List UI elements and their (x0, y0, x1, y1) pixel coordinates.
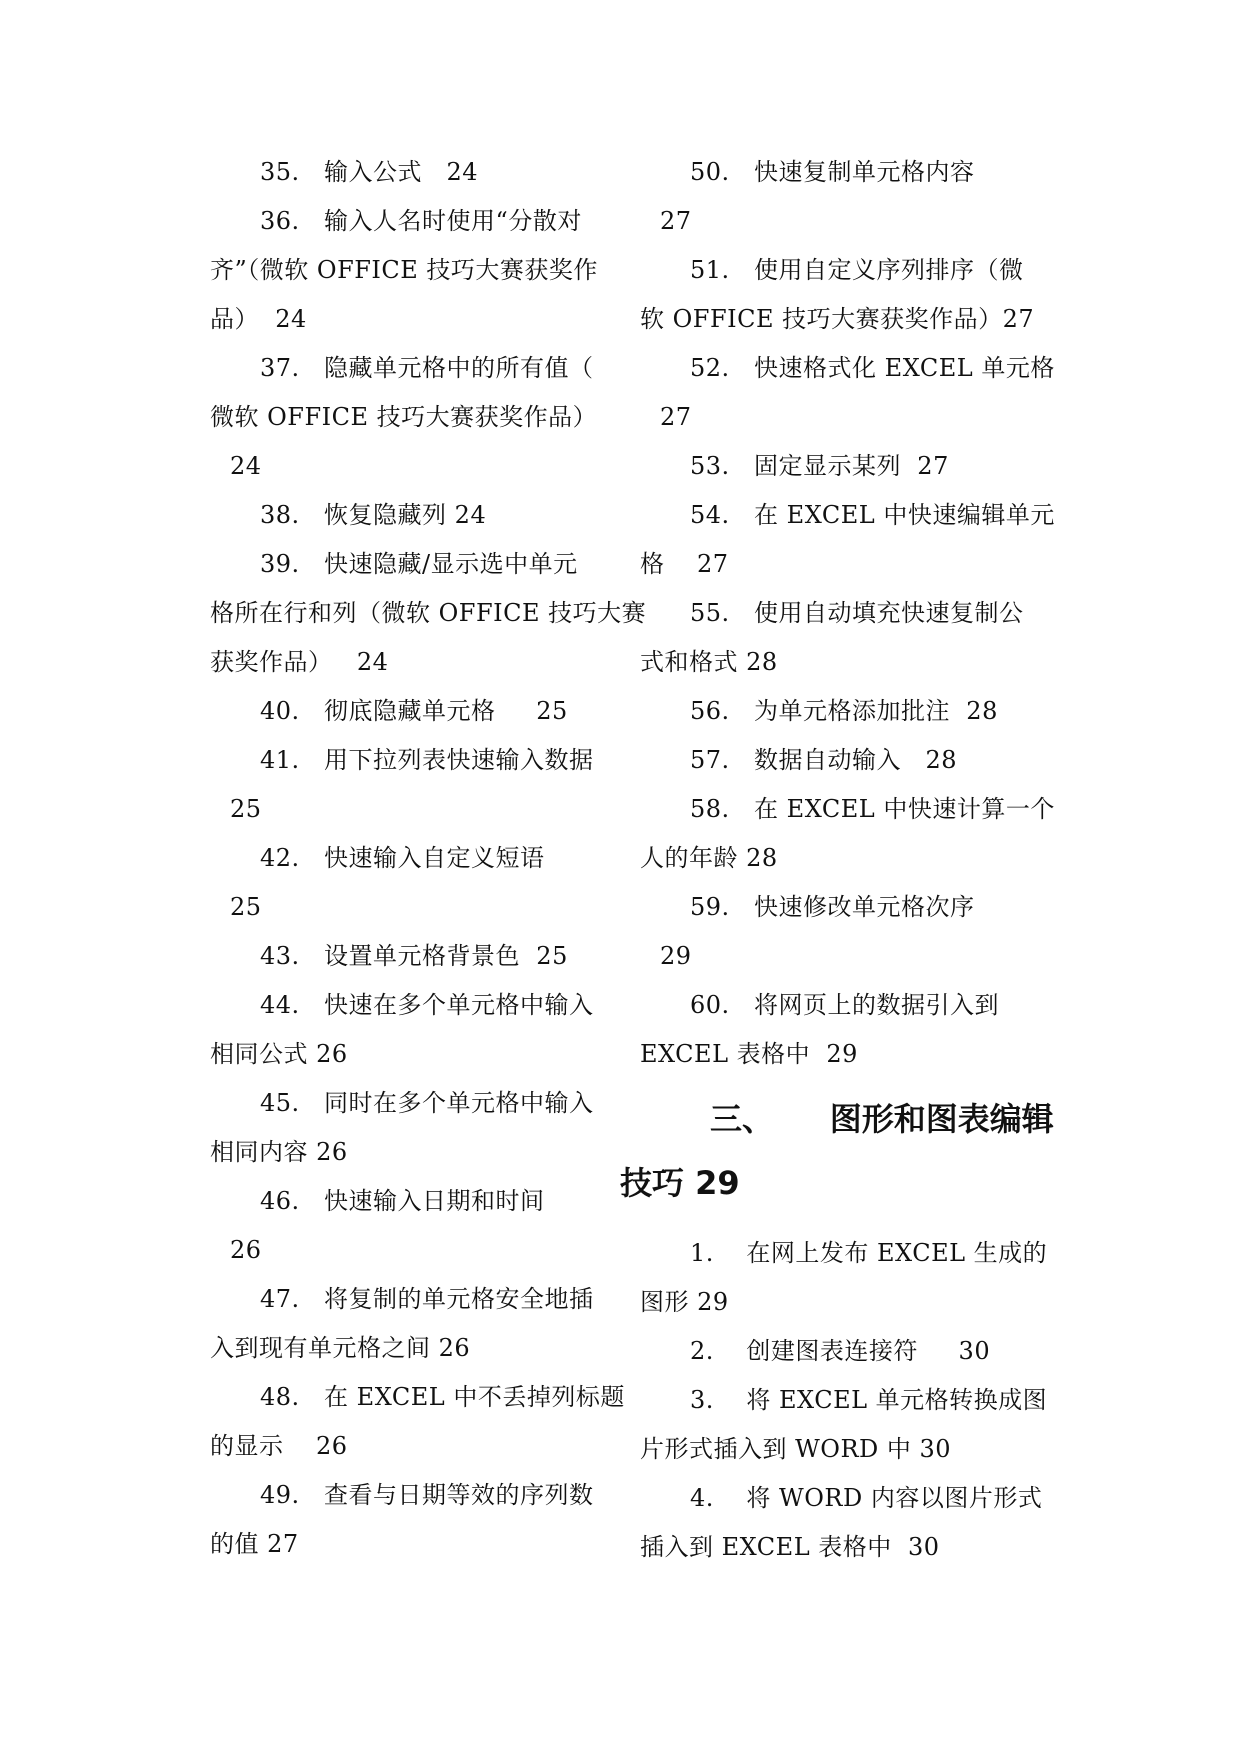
toc-line: 品） 24 (210, 305, 307, 333)
toc-line: 29 (660, 942, 692, 970)
toc-line: 55. 使用自动填充快速复制公 (690, 599, 1024, 627)
toc-line: 58. 在 EXCEL 中快速计算一个 (690, 795, 1055, 823)
toc-line: 47. 将复制的单元格安全地插 (260, 1285, 594, 1313)
toc-line: 27 (660, 207, 692, 235)
toc-line: 24 (230, 452, 262, 480)
toc-line: 45. 同时在多个单元格中输入 (260, 1089, 594, 1117)
toc-line: 56. 为单元格添加批注 28 (690, 697, 998, 725)
toc-line: 53. 固定显示某列 27 (690, 452, 949, 480)
toc-line: 式和格式 28 (640, 648, 778, 676)
toc-line: 图形 29 (640, 1288, 729, 1316)
toc-line: 41. 用下拉列表快速输入数据 (260, 746, 594, 774)
toc-line: 2. 创建图表连接符 30 (690, 1337, 991, 1365)
toc-line: 38. 恢复隐藏列 24 (260, 501, 487, 529)
toc-line: 27 (660, 403, 692, 431)
toc-line: 25 (230, 893, 262, 921)
toc-line: 37. 隐藏单元格中的所有值（ (260, 354, 594, 382)
toc-line: 26 (230, 1236, 262, 1264)
toc-line: 获奖作品） 24 (210, 648, 389, 676)
toc-line: 入到现有单元格之间 26 (210, 1334, 471, 1362)
toc-line: 3. 将 EXCEL 单元格转换成图 (690, 1386, 1048, 1414)
toc-line: 60. 将网页上的数据引入到 (690, 991, 1000, 1019)
toc-line: 48. 在 EXCEL 中不丢掉列标题 (260, 1383, 625, 1411)
toc-line: 54. 在 EXCEL 中快速编辑单元 (690, 501, 1055, 529)
toc-line: 1. 在网上发布 EXCEL 生成的 (690, 1239, 1048, 1267)
toc-line: 格所在行和列（微软 OFFICE 技巧大赛 (210, 599, 647, 627)
section-heading-line1: 三、 图形和图表编辑 (710, 1100, 1054, 1138)
toc-line: 人的年龄 28 (640, 844, 778, 872)
toc-line: 42. 快速输入自定义短语 (260, 844, 545, 872)
toc-line: 片形式插入到 WORD 中 30 (640, 1435, 952, 1463)
toc-line: 52. 快速格式化 EXCEL 单元格 (690, 354, 1055, 382)
toc-line: 43. 设置单元格背景色 25 (260, 942, 568, 970)
toc-line: 57. 数据自动输入 28 (690, 746, 957, 774)
toc-line: 微软 OFFICE 技巧大赛获奖作品） (210, 403, 598, 431)
section-heading-line2: 技巧 29 (620, 1164, 740, 1202)
toc-line: 40. 彻底隐藏单元格 25 (260, 697, 568, 725)
toc-line: 插入到 EXCEL 表格中 30 (640, 1533, 940, 1561)
toc-line: 49. 查看与日期等效的序列数 (260, 1481, 594, 1509)
toc-line: 25 (230, 795, 262, 823)
toc-line: 39. 快速隐藏/显示选中单元 (260, 550, 578, 578)
toc-line: 44. 快速在多个单元格中输入 (260, 991, 594, 1019)
toc-line: 51. 使用自定义序列排序（微 (690, 256, 1024, 284)
toc-right-column (620, 148, 1060, 1572)
toc-line: 的值 27 (210, 1530, 299, 1558)
toc-line: 50. 快速复制单元格内容 (690, 158, 975, 186)
toc-right-entries-bottom (640, 1229, 1060, 1572)
toc-line: 46. 快速输入日期和时间 (260, 1187, 545, 1215)
toc-line: EXCEL 表格中 29 (640, 1040, 858, 1068)
toc-line: 59. 快速修改单元格次序 (690, 893, 975, 921)
toc-line: 4. 将 WORD 内容以图片形式 (690, 1484, 1043, 1512)
toc-line: 相同内容 26 (210, 1138, 348, 1166)
toc-line: 软 OFFICE 技巧大赛获奖作品）27 (640, 305, 1035, 333)
toc-line: 相同公式 26 (210, 1040, 348, 1068)
toc-line: 36. 输入人名时使用“分散对 (260, 207, 582, 235)
toc-line: 35. 输入公式 24 (260, 158, 478, 186)
toc-right-entries-top (640, 148, 1060, 1079)
toc-left-column (210, 148, 647, 1569)
toc-line: 的显示 26 (210, 1432, 348, 1460)
toc-line: 格 27 (640, 550, 729, 578)
toc-line: 齐”（微软 OFFICE 技巧大赛获奖作 (210, 256, 598, 284)
